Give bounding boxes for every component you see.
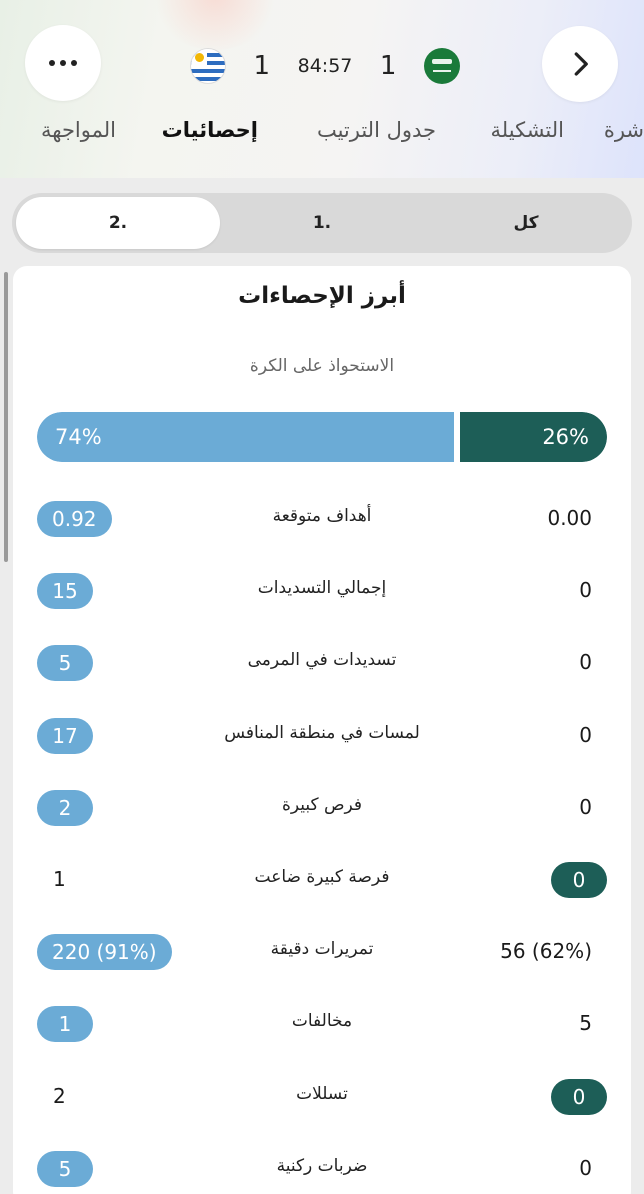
possession-bar [37, 412, 607, 462]
possession-away-value: 26% [542, 425, 589, 449]
stat-home-value: 1 [53, 867, 66, 891]
stat-row [0, 1003, 644, 1043]
stat-home-value: 5 [37, 645, 93, 681]
away-score: 1 [379, 51, 397, 81]
stat-row [0, 787, 644, 827]
possession-label: الاستحواذ على الكرة [249, 356, 395, 376]
stat-row [0, 642, 644, 682]
possession-home-segment [37, 412, 454, 462]
stat-home-value: 15 [37, 573, 93, 609]
tab-stats[interactable]: إحصائيات [161, 118, 258, 142]
stat-row [0, 715, 644, 755]
stat-row [0, 570, 644, 610]
stat-home-value: 1 [37, 1006, 93, 1042]
match-header [0, 0, 644, 178]
stat-home-value: 17 [37, 718, 93, 754]
stat-row [0, 498, 644, 538]
tab-lineups[interactable]: التشكيلة [490, 118, 564, 142]
stat-label: فرص كبيرة [281, 795, 363, 815]
possession-away-segment [460, 412, 607, 462]
chevron-right-icon [565, 49, 595, 79]
score-row [190, 44, 460, 88]
stat-label: فرصة كبيرة ضاعت [254, 867, 390, 887]
stat-label: تسللات [296, 1084, 348, 1104]
stat-away-value: 0 [579, 795, 592, 819]
stat-home-value: 2 [53, 1084, 66, 1108]
stat-label: لمسات في منطقة المنافس [224, 723, 420, 743]
stat-away-value: 0 [551, 862, 607, 898]
tab-partial[interactable]: شرة [603, 118, 644, 142]
stat-away-value: 0 [579, 650, 592, 674]
period-all[interactable]: كل [513, 213, 539, 233]
stat-home-value: 5 [37, 1151, 93, 1187]
period-selector [12, 193, 632, 253]
possession-home-value: 74% [55, 425, 102, 449]
back-button[interactable] [542, 26, 618, 102]
match-tabs [0, 118, 644, 158]
stat-label: إجمالي التسديدات [257, 578, 387, 598]
saudi-flag-icon [424, 48, 460, 84]
stat-label: تمريرات دقيقة [270, 939, 374, 959]
stat-away-value: 5 [579, 1011, 592, 1035]
stat-away-value: 0 [579, 723, 592, 747]
stat-label: أهداف متوقعة [272, 506, 372, 526]
stat-away-value: 0 [579, 1156, 592, 1180]
period-second-half[interactable]: 2. [16, 197, 220, 249]
stat-home-value: 0.92 [37, 501, 112, 537]
stat-row [0, 931, 644, 971]
home-score: 1 [253, 51, 271, 81]
stat-row [0, 1148, 644, 1188]
period-first-half[interactable]: 1. [312, 213, 332, 233]
stat-home-value: 2 [37, 790, 93, 826]
uruguay-flag-icon [190, 48, 226, 84]
tab-h2h[interactable]: المواجهة [41, 118, 116, 142]
tab-standings[interactable]: جدول الترتيب [316, 118, 436, 142]
stat-away-value: 0.00 [547, 506, 592, 530]
more-dots-icon [49, 60, 77, 66]
stat-away-value: 56 (62%) [500, 939, 592, 963]
stat-label: مخالفات [291, 1011, 353, 1031]
stat-row [0, 1076, 644, 1116]
stat-row [0, 859, 644, 899]
stat-home-value: 220 (91%) [37, 934, 172, 970]
stat-away-value: 0 [551, 1079, 607, 1115]
stat-label: تسديدات في المرمى [247, 650, 397, 670]
stat-away-value: 0 [579, 578, 592, 602]
more-options-button[interactable] [25, 25, 101, 101]
stat-label: ضربات ركنية [276, 1156, 368, 1176]
match-clock: 84:57 [297, 55, 353, 77]
card-title: أبرز الإحصاءات [238, 283, 406, 309]
